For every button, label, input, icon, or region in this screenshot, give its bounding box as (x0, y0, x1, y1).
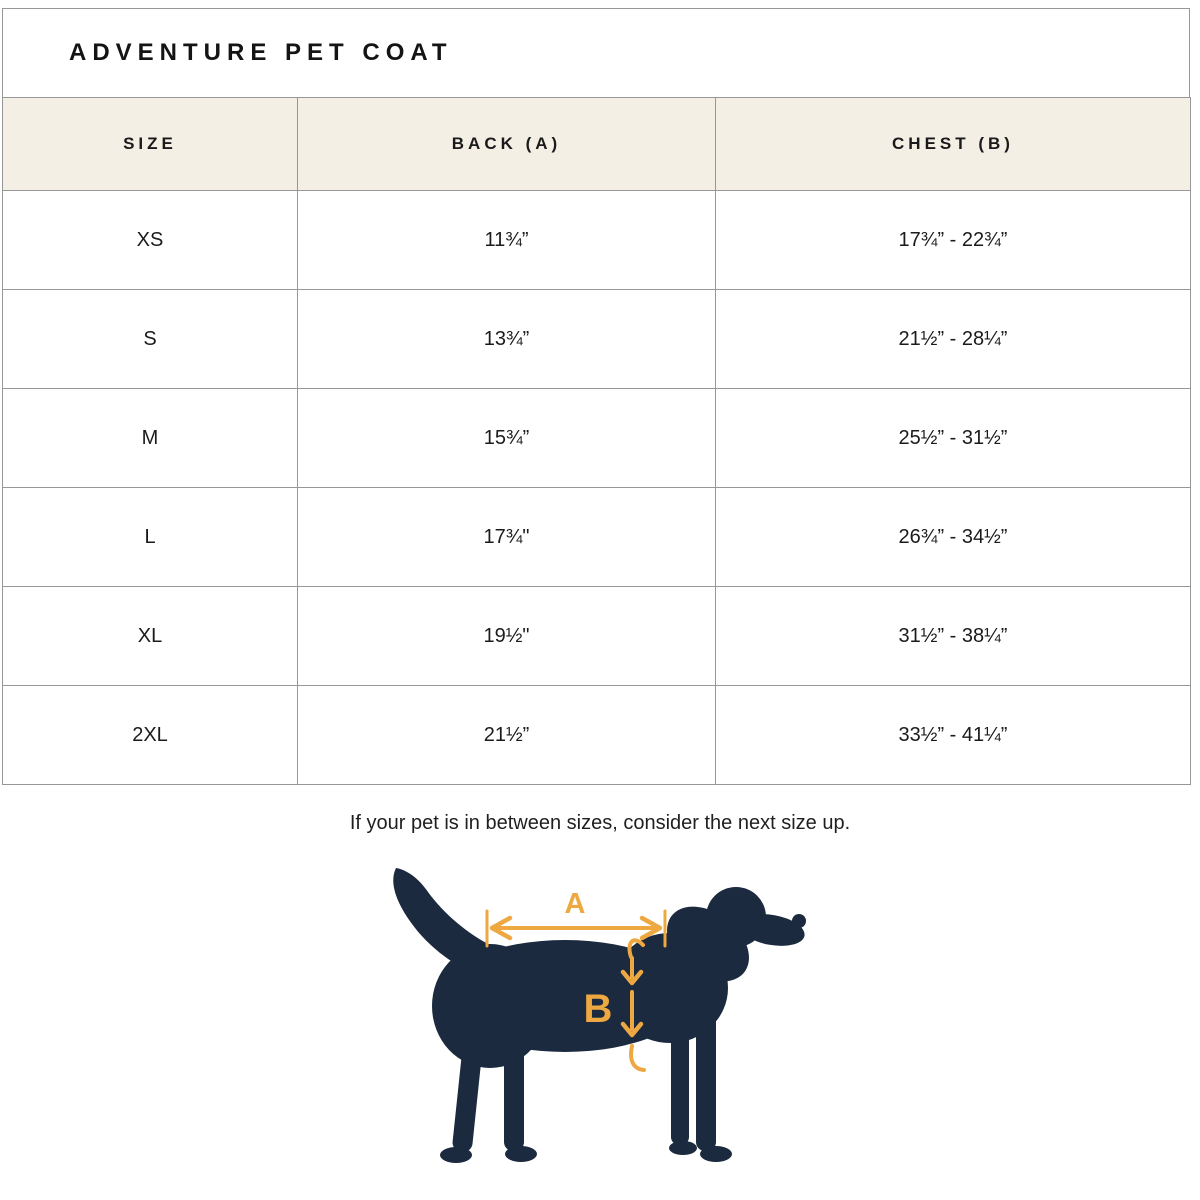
table-row (3, 290, 1191, 389)
back-cell: 17¾" (298, 488, 716, 587)
size-cell: S (3, 290, 298, 389)
table-row (3, 488, 1191, 587)
header-row (3, 98, 1191, 191)
size-cell: L (3, 488, 298, 587)
chest-cell: 33½” - 41¼” (716, 686, 1191, 785)
label-b: B (583, 987, 613, 1031)
dog-rear-paw-far (440, 1147, 472, 1163)
page-title: ADVENTURE PET COAT (69, 39, 453, 66)
dog-front-leg (696, 998, 716, 1151)
chest-cell: 17¾” - 22¾” (716, 191, 1191, 290)
dog-front-paw-far (669, 1141, 697, 1155)
table-row (3, 587, 1191, 686)
chest-cell: 31½” - 38¼” (716, 587, 1191, 686)
dog-front-leg-far (671, 998, 689, 1145)
table-row (3, 686, 1191, 785)
size-cell: 2XL (3, 686, 298, 785)
column-header-size: SIZE (3, 98, 298, 191)
dog-measurement-diagram (380, 858, 830, 1198)
size-cell: XS (3, 191, 298, 290)
table-row (3, 191, 1191, 290)
chest-cell: 26¾” - 34½” (716, 488, 1191, 587)
back-cell: 15¾” (298, 389, 716, 488)
column-header-chest: CHEST (B) (716, 98, 1191, 191)
chest-cell: 21½” - 28¼” (716, 290, 1191, 389)
size-cell: M (3, 389, 298, 488)
dog-rear-paw (505, 1146, 537, 1162)
dog-front-paw (700, 1146, 732, 1162)
label-a: A (564, 888, 586, 920)
dog-nose (792, 914, 806, 928)
back-cell: 19½" (298, 587, 716, 686)
table-row (3, 389, 1191, 488)
title-box (2, 8, 1190, 97)
size-cell: XL (3, 587, 298, 686)
back-cell: 13¾” (298, 290, 716, 389)
dog-rear-leg (504, 1033, 524, 1151)
size-chart-table (2, 97, 1191, 785)
column-header-back: BACK (A) (298, 98, 716, 191)
dog-hip (432, 944, 548, 1068)
chest-cell: 25½” - 31½” (716, 389, 1191, 488)
b-bottom-hook (631, 1046, 644, 1070)
back-cell: 21½” (298, 686, 716, 785)
back-cell: 11¾” (298, 191, 716, 290)
sizing-note: If your pet is in between sizes, consider the next size up. (349, 812, 851, 834)
